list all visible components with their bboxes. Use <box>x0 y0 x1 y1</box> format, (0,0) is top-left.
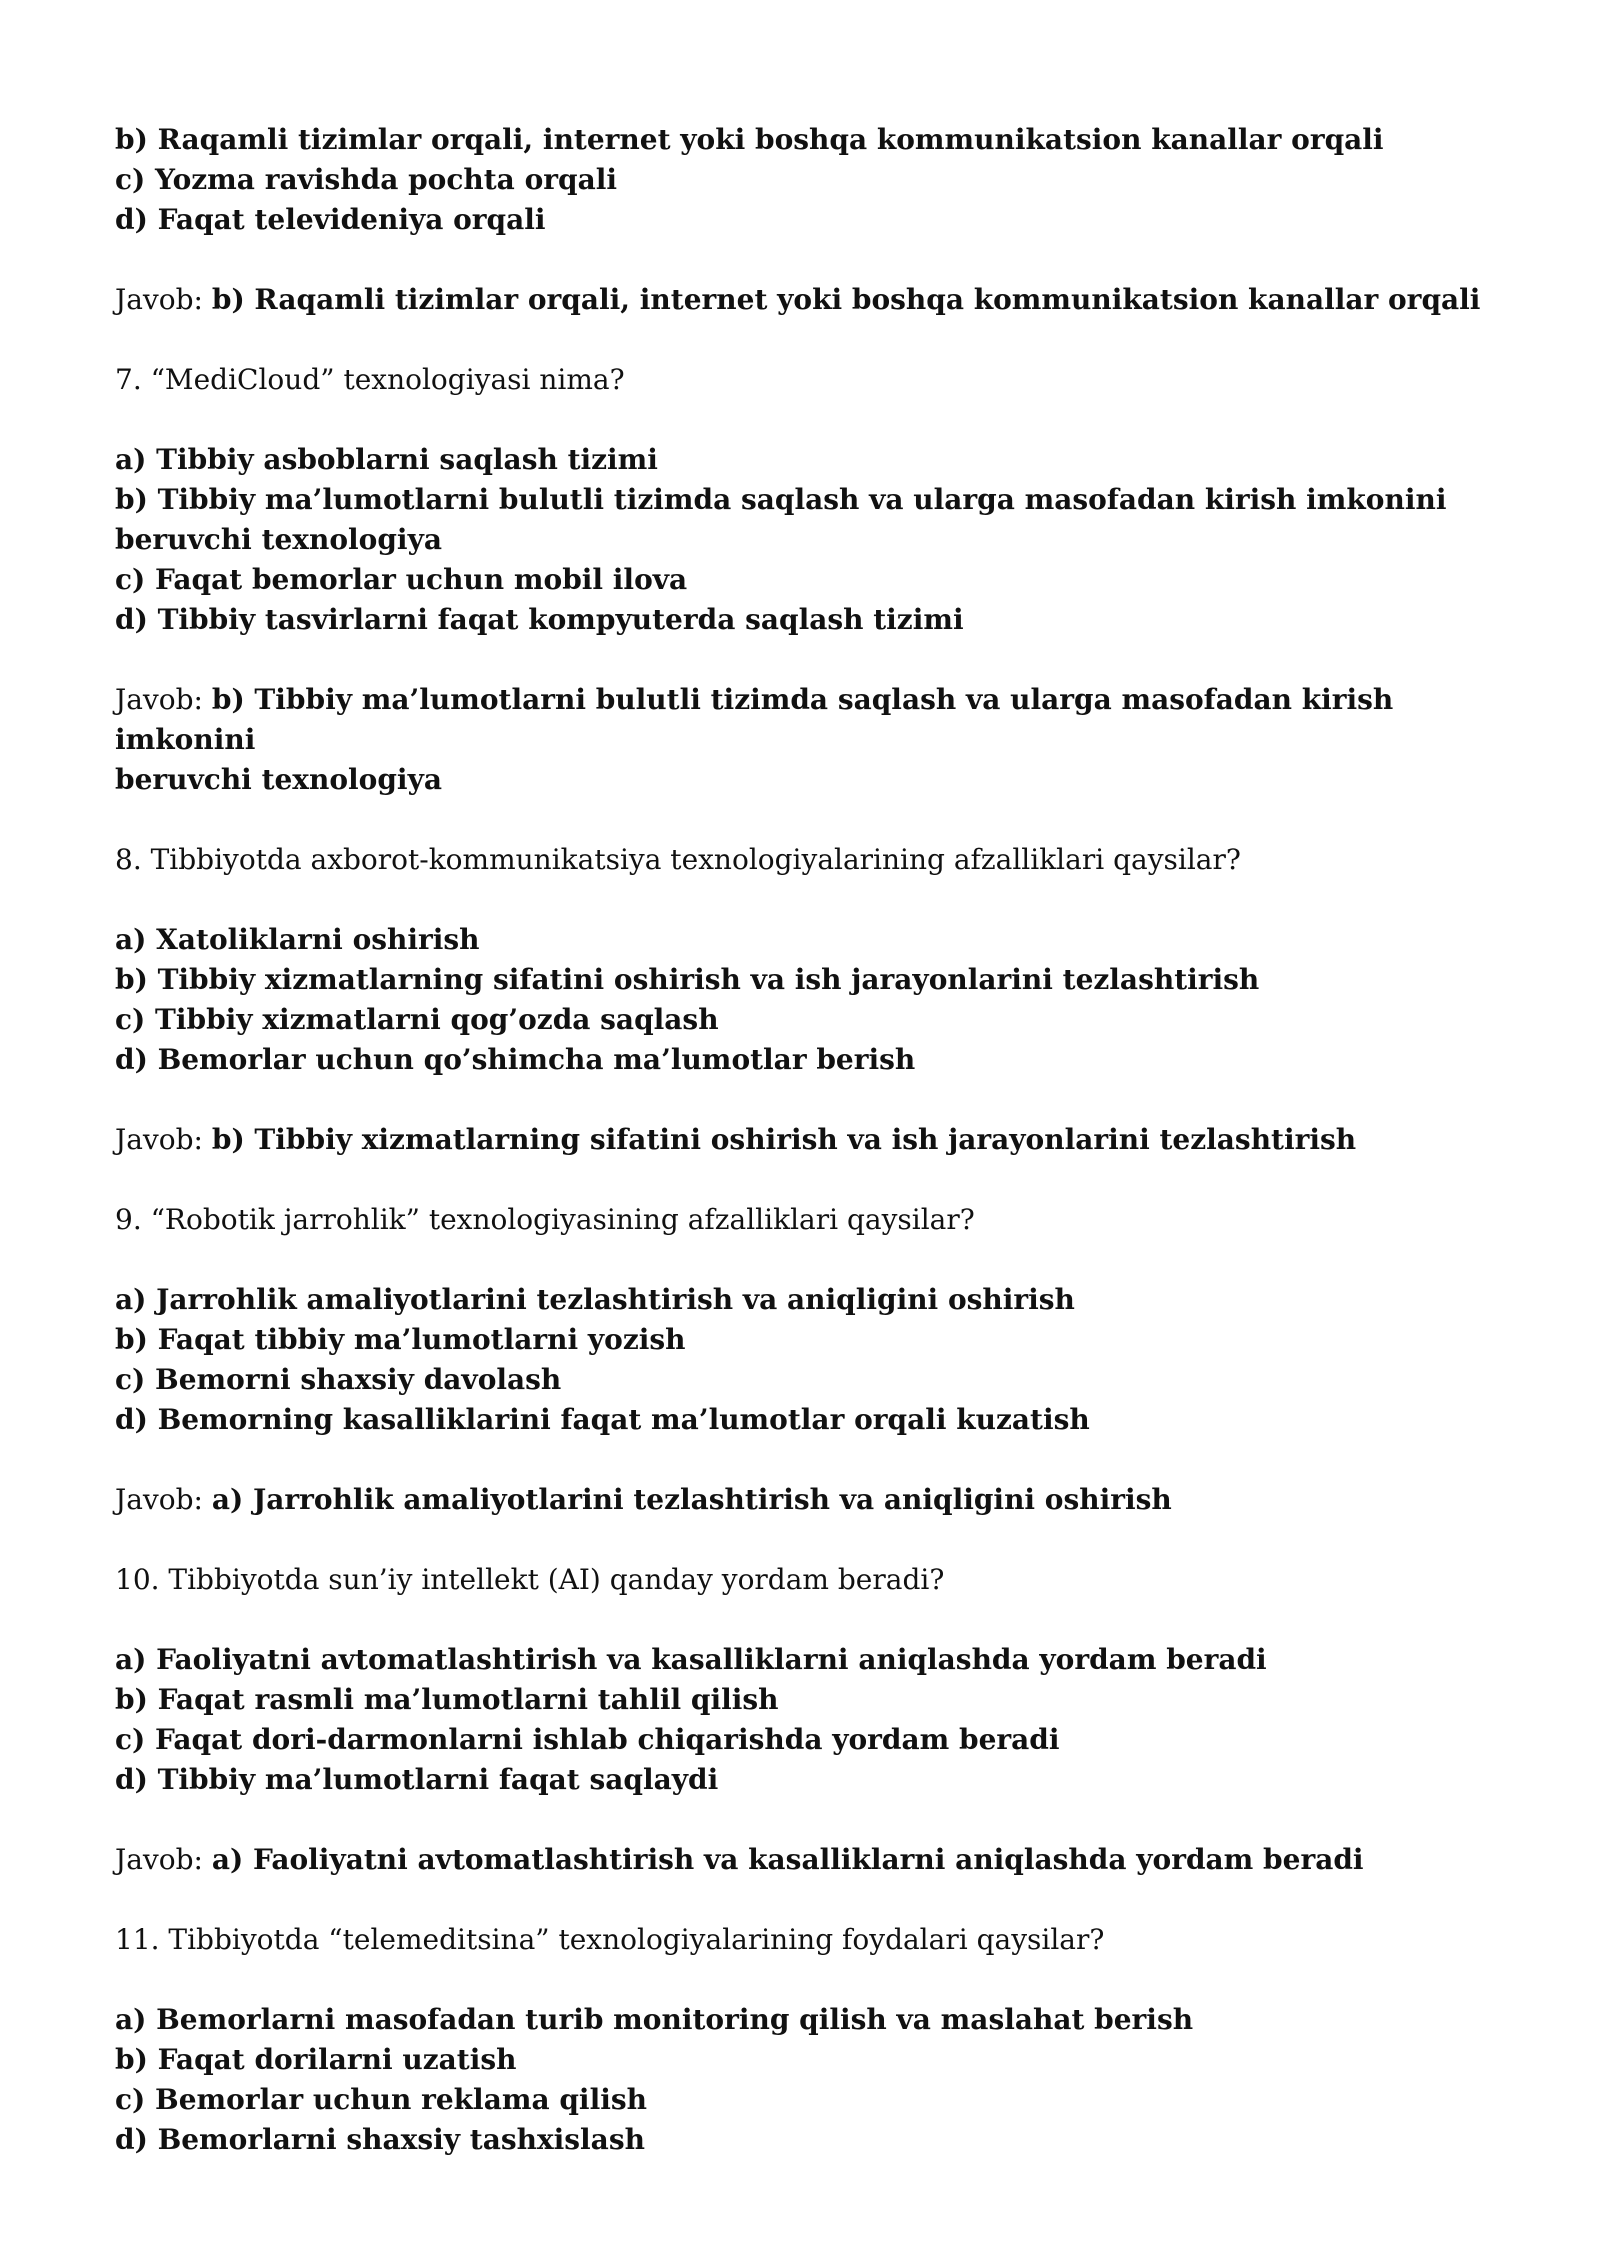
option-d: d) Faqat televideniya orqali <box>115 203 546 236</box>
option-b: b) Raqamli tizimlar orqali, internet yoki boshqa kommunikatsion kanallar orqali <box>115 123 1384 156</box>
option-b: b) Faqat dorilarni uzatish <box>115 2043 517 2076</box>
option-b-continued: beruvchi texnologiya <box>115 523 442 556</box>
answer-text: b) Tibbiy xizmatlarning sifatini oshirish va ish jarayonlarini tezlashtirish <box>211 1123 1357 1156</box>
option-b: b) Tibbiy xizmatlarning sifatini oshirish va ish jarayonlarini tezlashtirish <box>115 963 1260 996</box>
question-8-answer <box>115 1120 1515 1160</box>
question-7-answer-continued: beruvchi texnologiya <box>115 763 442 796</box>
option-d: d) Bemorning kasalliklarini faqat ma’lumotlar orqali kuzatish <box>115 1403 1090 1436</box>
question-10-text: 10. Tibbiyotda sun’iy intellekt (AI) qanday yordam beradi? <box>115 1563 945 1596</box>
question-9-answer <box>115 1480 1515 1520</box>
question-7-text: 7. “MediCloud” texnologiyasi nima? <box>115 363 625 396</box>
option-d: d) Tibbiy ma’lumotlarni faqat saqlaydi <box>115 1763 719 1796</box>
question-9-options <box>115 1280 1515 1440</box>
question-6-options <box>115 120 1515 240</box>
answer-prefix: Javob: <box>115 683 212 716</box>
answer-text: b) Raqamli tizimlar orqali, internet yoki boshqa kommunikatsion kanallar orqali <box>211 283 1481 316</box>
option-d: d) Tibbiy tasvirlarni faqat kompyuterda saqlash tizimi <box>115 603 964 636</box>
question-8-text: 8. Tibbiyotda axborot-kommunikatsiya texnologiyalarining afzalliklari qaysilar? <box>115 843 1241 876</box>
question-11-text: 11. Tibbiyotda “telemeditsina” texnologiyalarining foydalari qaysilar? <box>115 1923 1105 1956</box>
option-d: d) Bemorlarni shaxsiy tashxislash <box>115 2123 645 2156</box>
document-page <box>115 120 1515 2160</box>
option-b: b) Tibbiy ma’lumotlarni bulutli tizimda saqlash va ularga masofadan kirish imkonini <box>115 483 1447 516</box>
question-8-options <box>115 920 1515 1080</box>
option-a: a) Jarrohlik amaliyotlarini tezlashtirish va aniqligini oshirish <box>115 1283 1075 1316</box>
option-c: c) Bemorlar uchun reklama qilish <box>115 2083 647 2116</box>
question-7-answer <box>115 680 1515 760</box>
option-c: c) Faqat dori-darmonlarni ishlab chiqarishda yordam beradi <box>115 1723 1060 1756</box>
option-b: b) Faqat tibbiy ma’lumotlarni yozish <box>115 1323 686 1356</box>
option-a: a) Bemorlarni masofadan turib monitoring qilish va maslahat berish <box>115 2003 1194 2036</box>
answer-text: a) Faoliyatni avtomatlashtirish va kasalliklarni aniqlashda yordam beradi <box>211 1843 1364 1876</box>
question-9-text: 9. “Robotik jarrohlik” texnologiyasining afzalliklari qaysilar? <box>115 1203 975 1236</box>
option-a: a) Faoliyatni avtomatlashtirish va kasalliklarni aniqlashda yordam beradi <box>115 1643 1267 1676</box>
answer-prefix: Javob: <box>115 1483 212 1516</box>
answer-prefix: Javob: <box>115 1123 212 1156</box>
question-6-answer <box>115 280 1515 320</box>
option-b: b) Faqat rasmli ma’lumotlarni tahlil qilish <box>115 1683 779 1716</box>
question-7-options <box>115 440 1515 640</box>
option-d: d) Bemorlar uchun qo’shimcha ma’lumotlar berish <box>115 1043 916 1076</box>
option-c: c) Tibbiy xizmatlarni qog’ozda saqlash <box>115 1003 719 1036</box>
option-a: a) Xatoliklarni oshirish <box>115 923 480 956</box>
option-c: c) Bemorni shaxsiy davolash <box>115 1363 562 1396</box>
answer-text: a) Jarrohlik amaliyotlarini tezlashtirish va aniqligini oshirish <box>211 1483 1172 1516</box>
question-10-answer <box>115 1840 1515 1880</box>
question-11-options <box>115 2000 1515 2160</box>
answer-prefix: Javob: <box>115 1843 212 1876</box>
option-c: c) Faqat bemorlar uchun mobil ilova <box>115 563 688 596</box>
option-c: c) Yozma ravishda pochta orqali <box>115 163 617 196</box>
answer-prefix: Javob: <box>115 283 212 316</box>
question-10-options <box>115 1640 1515 1800</box>
option-a: a) Tibbiy asboblarni saqlash tizimi <box>115 443 658 476</box>
answer-text: b) Tibbiy ma’lumotlarni bulutli tizimda saqlash va ularga masofadan kirish imkonini <box>115 683 1394 756</box>
